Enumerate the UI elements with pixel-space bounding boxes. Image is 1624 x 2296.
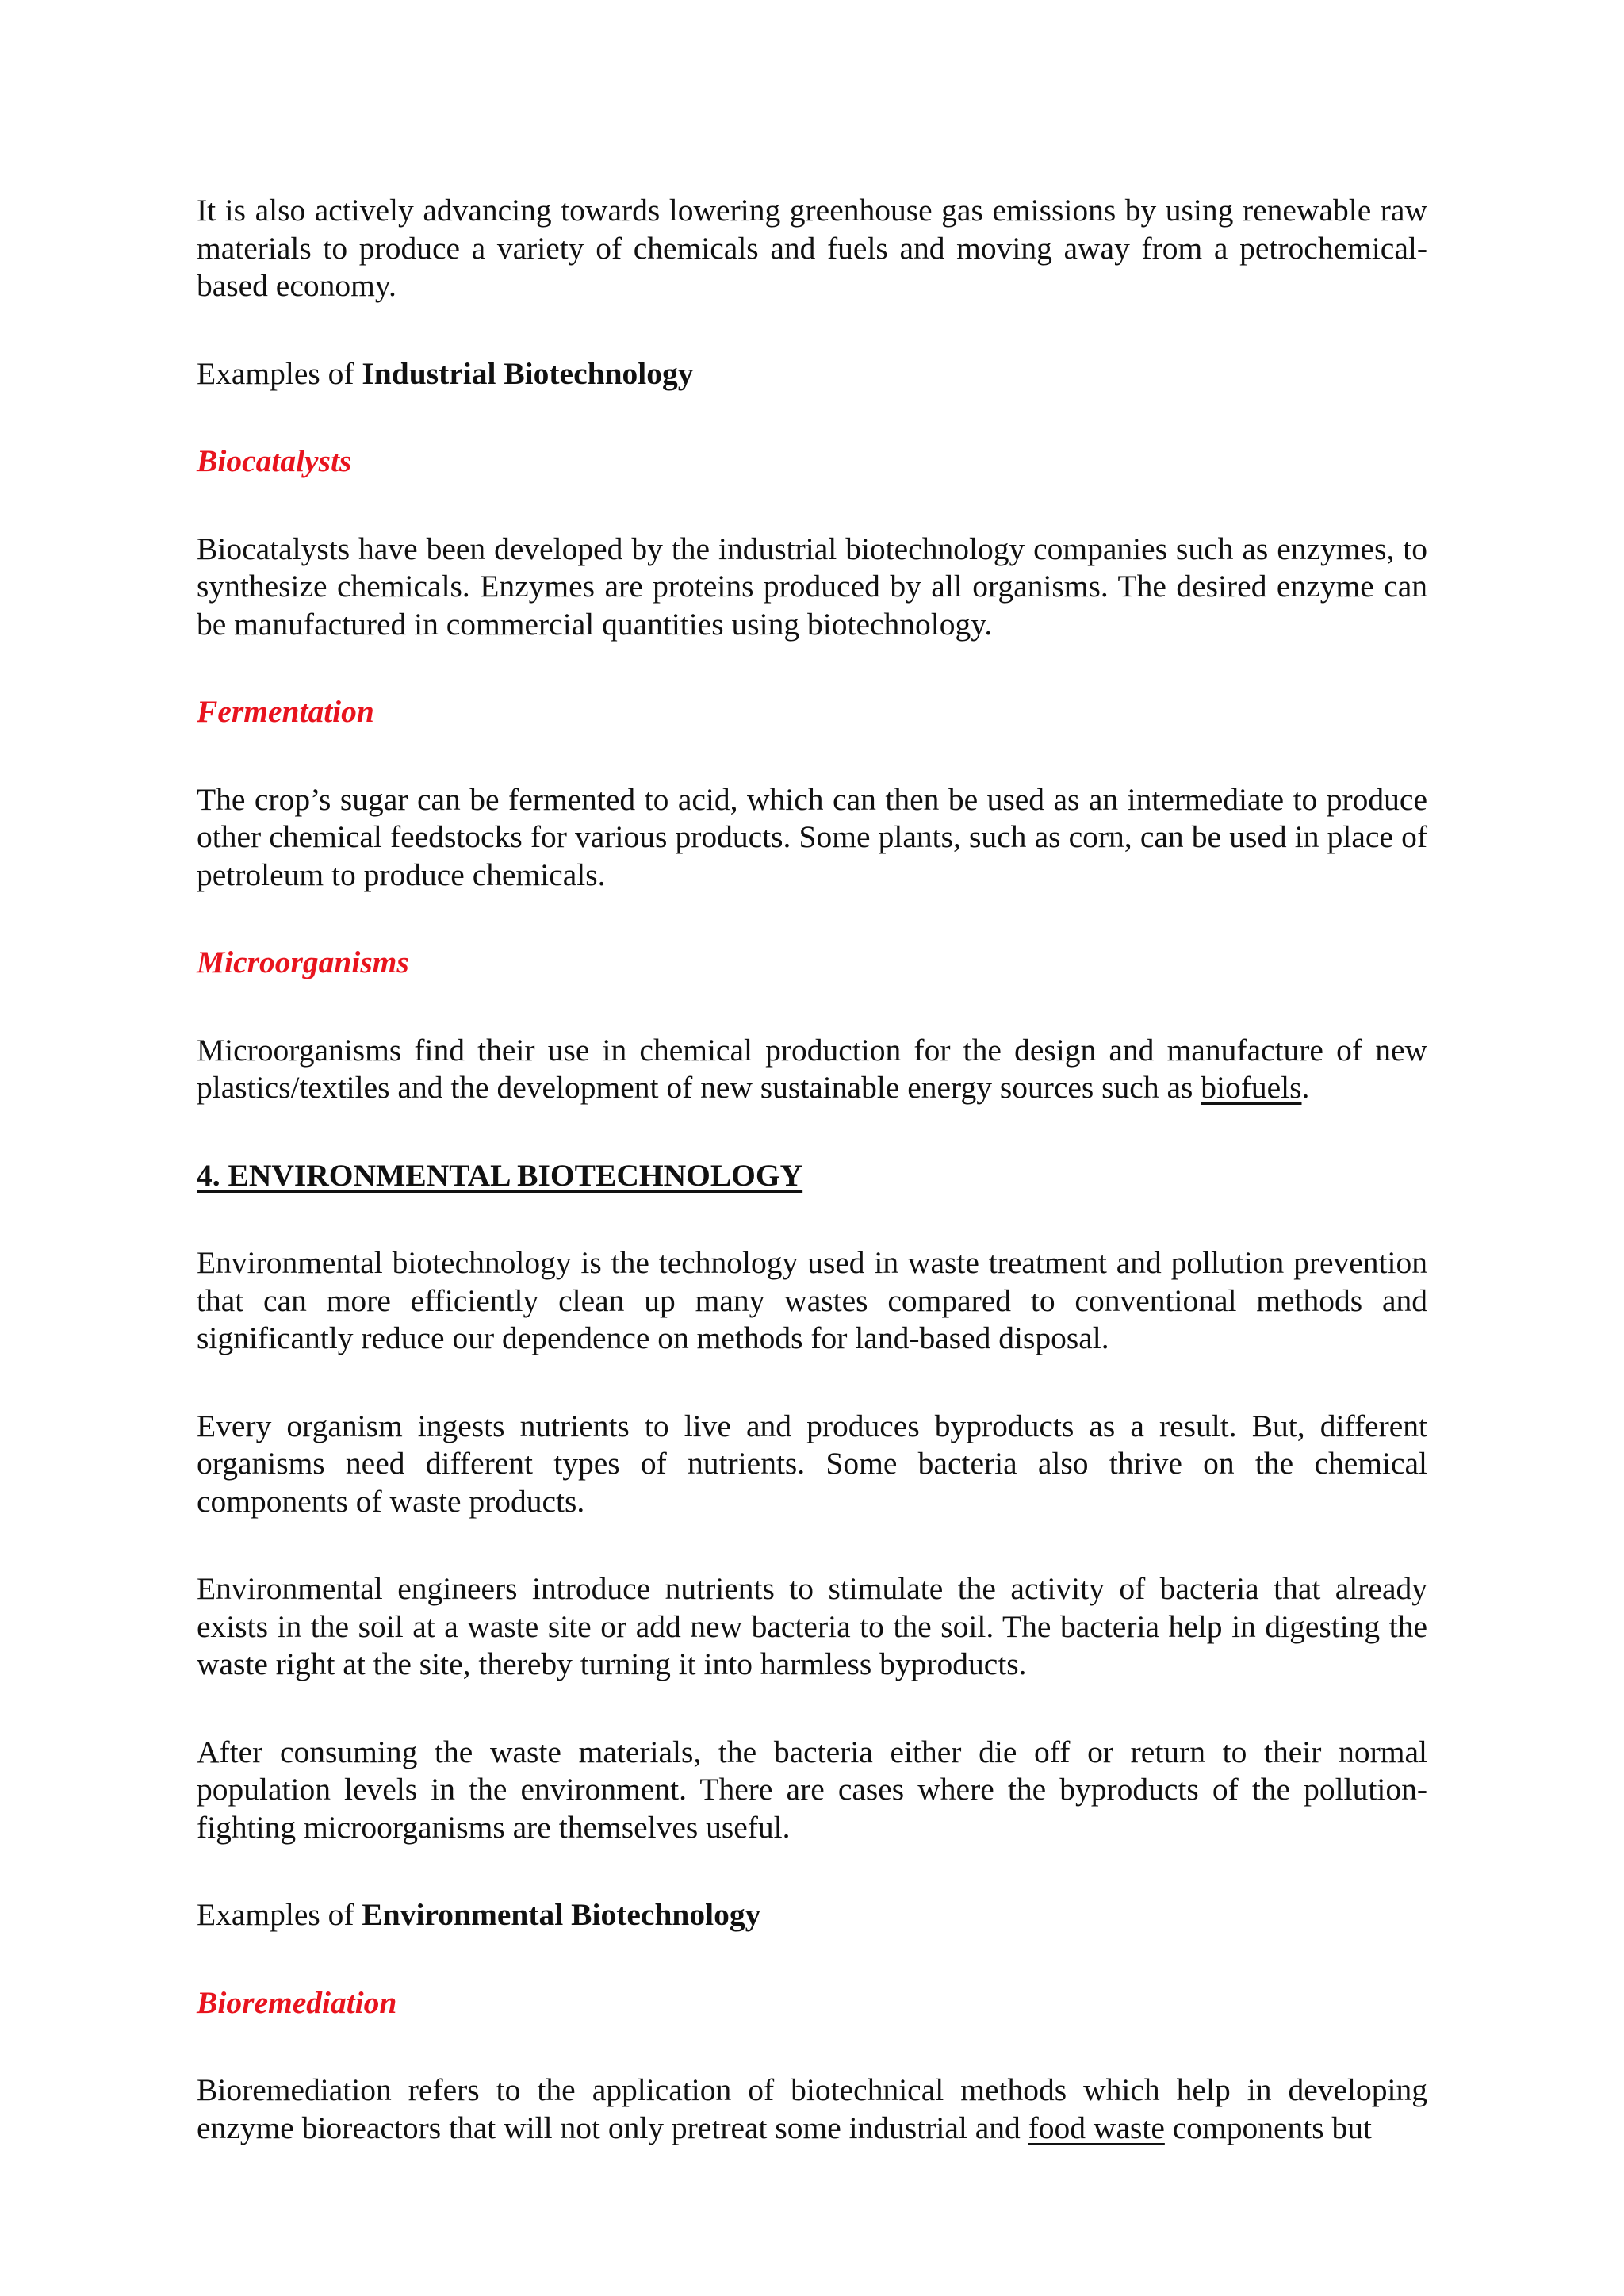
biocatalysts-heading: Biocatalysts [197, 443, 352, 478]
fermentation-heading: Fermentation [197, 694, 374, 729]
bioremediation-paragraph [197, 2072, 1427, 2147]
food-waste-link[interactable]: food waste [1028, 2110, 1165, 2145]
environmental-examples-bold: Environmental Biotechnology [362, 1897, 761, 1932]
environmental-examples-prefix: Examples of [197, 1897, 362, 1932]
microorganisms-heading: Microorganisms [197, 945, 409, 979]
env-paragraph-1: Environmental biotechnology is the technology used in waste treatment and pollution prevention that can more efficiently clean up many wastes compared to conventional methods and significantly reduce our dependence on methods for land-based disposal. [197, 1245, 1427, 1355]
env-paragraph-2: Every organism ingests nutrients to live and produces byproducts as a result. But, different organisms need different types of nutrients. Some bacteria also thrive on the chemical components of waste products. [197, 1408, 1427, 1519]
intro-paragraph: It is also actively advancing towards lowering greenhouse gas emissions by using renewable raw materials to produce a variety of chemicals and fuels and moving away from a petrochemical-based economy. [197, 193, 1427, 303]
env-paragraph-3: Environmental engineers introduce nutrients to stimulate the activity of bacteria that already exists in the soil at a waste site or add new bacteria to the soil. The bacteria help in digesting the waste right at the site, thereby turning it into harmless byproducts. [197, 1571, 1427, 1681]
section-title: 4. ENVIRONMENTAL BIOTECHNOLOGY [197, 1157, 803, 1193]
industrial-examples-line [197, 355, 1427, 393]
environmental-examples-line [197, 1896, 1427, 1934]
biocatalysts-paragraph: Biocatalysts have been developed by the industrial biotechnology companies such as enzymes, to synthesize chemicals. Enzymes are proteins produced by all organisms. The desired enzyme can be manufactured in commercial quantities using biotechnology. [197, 531, 1427, 642]
env-paragraph-4: After consuming the waste materials, the bacteria either die off or return to their normal population levels in the environment. There are cases where the byproducts of the pollution-fighting microorganisms are themselves useful. [197, 1734, 1427, 1845]
bioremediation-text: Bioremediation refers to the application of biotechnical methods which help in developing enzyme bioreactors that will not only pretreat some industrial and [197, 2072, 1427, 2145]
industrial-examples-bold: Industrial Biotechnology [362, 355, 694, 391]
microorganisms-paragraph [197, 1032, 1427, 1107]
bioremediation-heading: Bioremediation [197, 1984, 397, 2020]
biofuels-link[interactable]: biofuels [1201, 1070, 1302, 1105]
microorganisms-text: Microorganisms find their use in chemical production for the design and manufacture of new plastics/textiles and the development of new sustainable energy sources such as [197, 1032, 1427, 1105]
document-page [197, 192, 1427, 2147]
fermentation-paragraph: The crop’s sugar can be fermented to acid, which can then be used as an intermediate to produce other chemical feedstocks for various products. Some plants, such as corn, can be used in place of petroleum to produce chemicals. [197, 781, 1427, 892]
bioremediation-text-end: components but [1164, 2110, 1372, 2145]
microorganisms-text-end: . [1301, 1070, 1310, 1105]
industrial-examples-prefix: Examples of [197, 355, 362, 391]
